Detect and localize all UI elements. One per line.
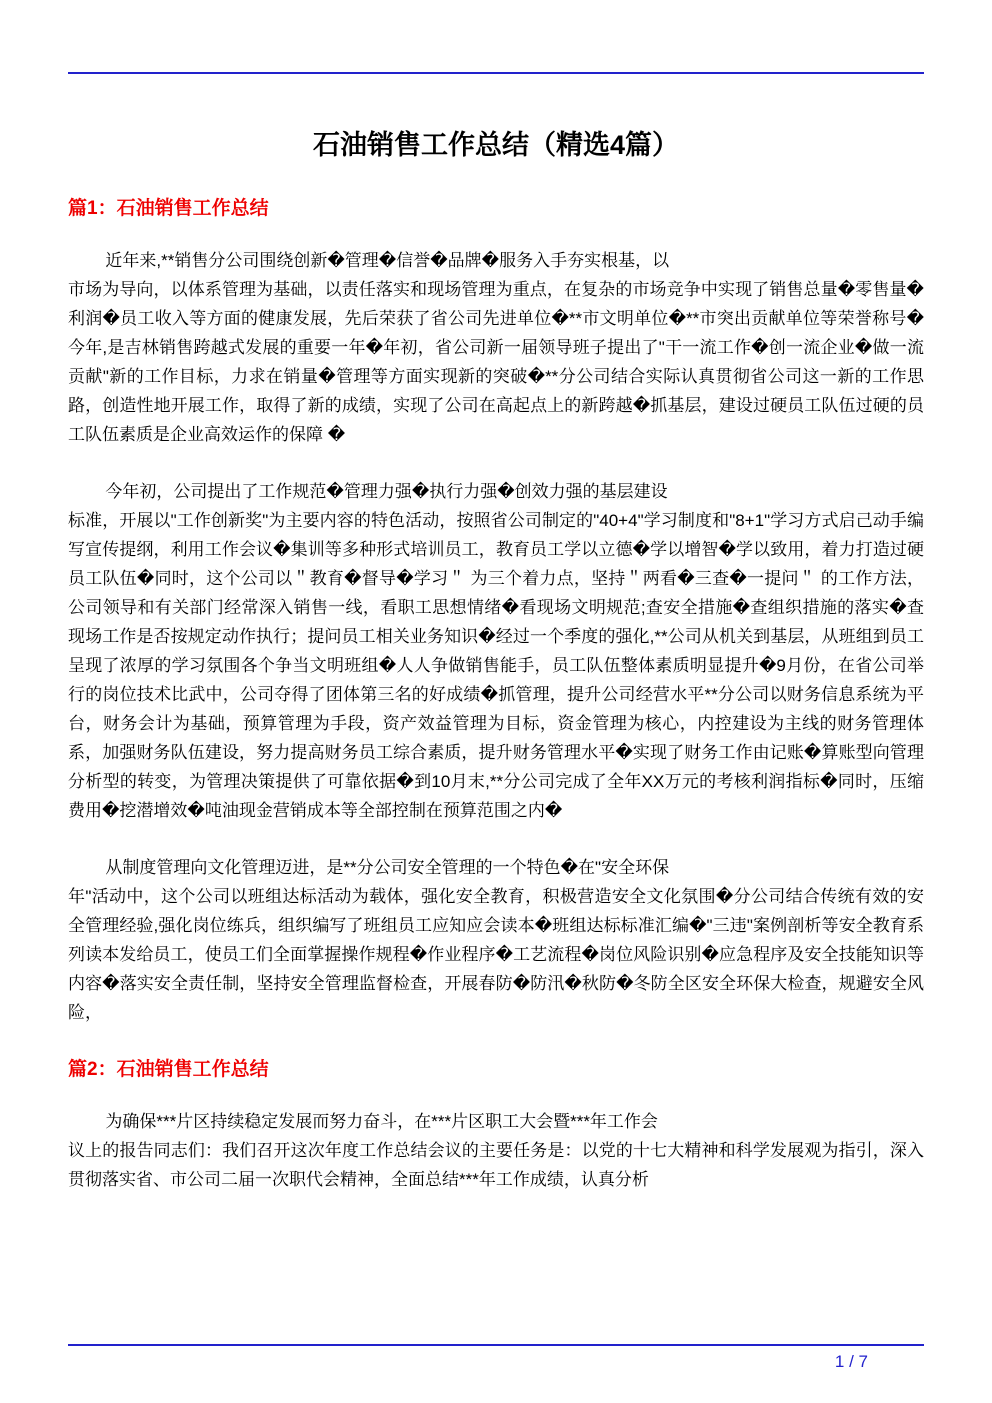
paragraph	[68, 477, 924, 825]
paragraph-body: 议上的报告同志们：我们召开这次年度工作总结会议的主要任务是：以党的十七大精神和科学发展观为指引，深入贯彻落实省、市公司二届一次职代会精神，全面总结***年工作成绩，认真分析	[68, 1141, 924, 1189]
paragraph-body: 年"活动中，这个公司以班组达标活动为载体，强化安全教育，积极营造安全文化氛围�分公司结合传统有效的安全管理经验,强化岗位练兵，组织编写了班组员工应知应会读本�班组达标标准汇编�"三违"案例剖析等安全教育系列读本发给员工，使员工们全面掌握操作规程�作业程序�工艺流程�岗位风险识别�应急程序及安全技能知识等内容�落实安全责任制，坚持安全管理监督检查，开展春防�防汛�秋防�冬防全区安全环保大检查，规避安全风险，	[68, 887, 924, 1022]
section-2-heading: 篇2：石油销售工作总结	[68, 1059, 269, 1080]
top-divider-rule	[68, 72, 924, 74]
document-title: 石油销售工作总结（精选4篇）	[312, 130, 679, 160]
paragraph-lead: 从制度管理向文化管理迈进，是**分公司安全管理的一个特色�在"安全环保	[105, 858, 670, 877]
paragraph-body: 市场为导向，以体系管理为基础，以责任落实和现场管理为重点，在复杂的市场竞争中实现了销售总量�零售量�利润�员工收入等方面的健康发展，先后荣获了省公司先进单位�**市文明单位�**市突出贡献单位等荣誉称号�今年,是吉林销售跨越式发展的重要一年�年初，省公司新一届领导班子提出了"干一流工作�创一流企业�做一流贡献"新的工作目标，力求在销量�管理等方面实现新的突破�**分公司结合实际认真贯彻省公司这一新的工作思路，创造性地开展工作，取得了新的成绩，实现了公司在高起点上的新跨越�抓基层，建设过硬员工队伍过硬的员工队伍素质是企业高效运作的保障 �	[68, 280, 924, 444]
section-1-heading: 篇1：石油销售工作总结	[68, 198, 269, 219]
page-number: 1 / 7	[834, 1352, 868, 1371]
paragraph-lead: 为确保***片区持续稳定发展而努力奋斗，在***片区职工大会暨***年工作会	[105, 1112, 658, 1131]
paragraph-body: 标准，开展以"工作创新奖"为主要内容的特色活动，按照省公司制定的"40+4"学习制度和"8+1"学习方式启己动手编写宣传提纲，利用工作会议�集训等多种形式培训员工，教育员工学以立德�学以增智�学以致用，着力打造过硬员工队伍�同时，这个公司以＂教育�督导�学习＂ 为三个着力点，坚持＂两看�三查�一提问＂ 的工作方法，公司领导和有关部门经常深入销售一线，看职工思想情绪�看现场文明规范;查安全措施�查组织措施的落实�查现场工作是否按规定动作执行；提问员工相关业务知识�经过一个季度的强化,**公司从机关到基层，从班组到员工呈现了浓厚的学习氛围各个争当文明班组�人人争做销售能手，员工队伍整体素质明显提升�9月份，在省公司举行的岗位技术比武中，公司夺得了团体第三名的好成绩�抓管理，提升公司经营水平**分公司以财务信息系统为平台，财务会计为基础，预算管理为手段，资产效益管理为目标，资金管理为核心，内控建设为主线的财务管理体系，加强财务队伍建设，努力提高财务员工综合素质，提升财务管理水平�实现了财务工作由记账�算账型向管理分析型的转变，为管理决策提供了可靠依据�到10月末,**分公司完成了全年XX万元的考核利润指标�同时，压缩费用�挖潜增效�吨油现金营销成本等全部控制在预算范围之内�	[68, 511, 924, 820]
paragraph	[68, 1107, 924, 1194]
paragraph	[68, 853, 924, 1027]
paragraph-lead: 近年来,**销售分公司围绕创新�管理�信誉�品牌�服务入手夯实根基，以	[105, 251, 670, 270]
paragraph-lead: 今年初，公司提出了工作规范�管理力强�执行力强�创效力强的基层建设	[105, 482, 668, 501]
paragraph	[68, 246, 924, 449]
bottom-divider-rule	[68, 1344, 924, 1346]
